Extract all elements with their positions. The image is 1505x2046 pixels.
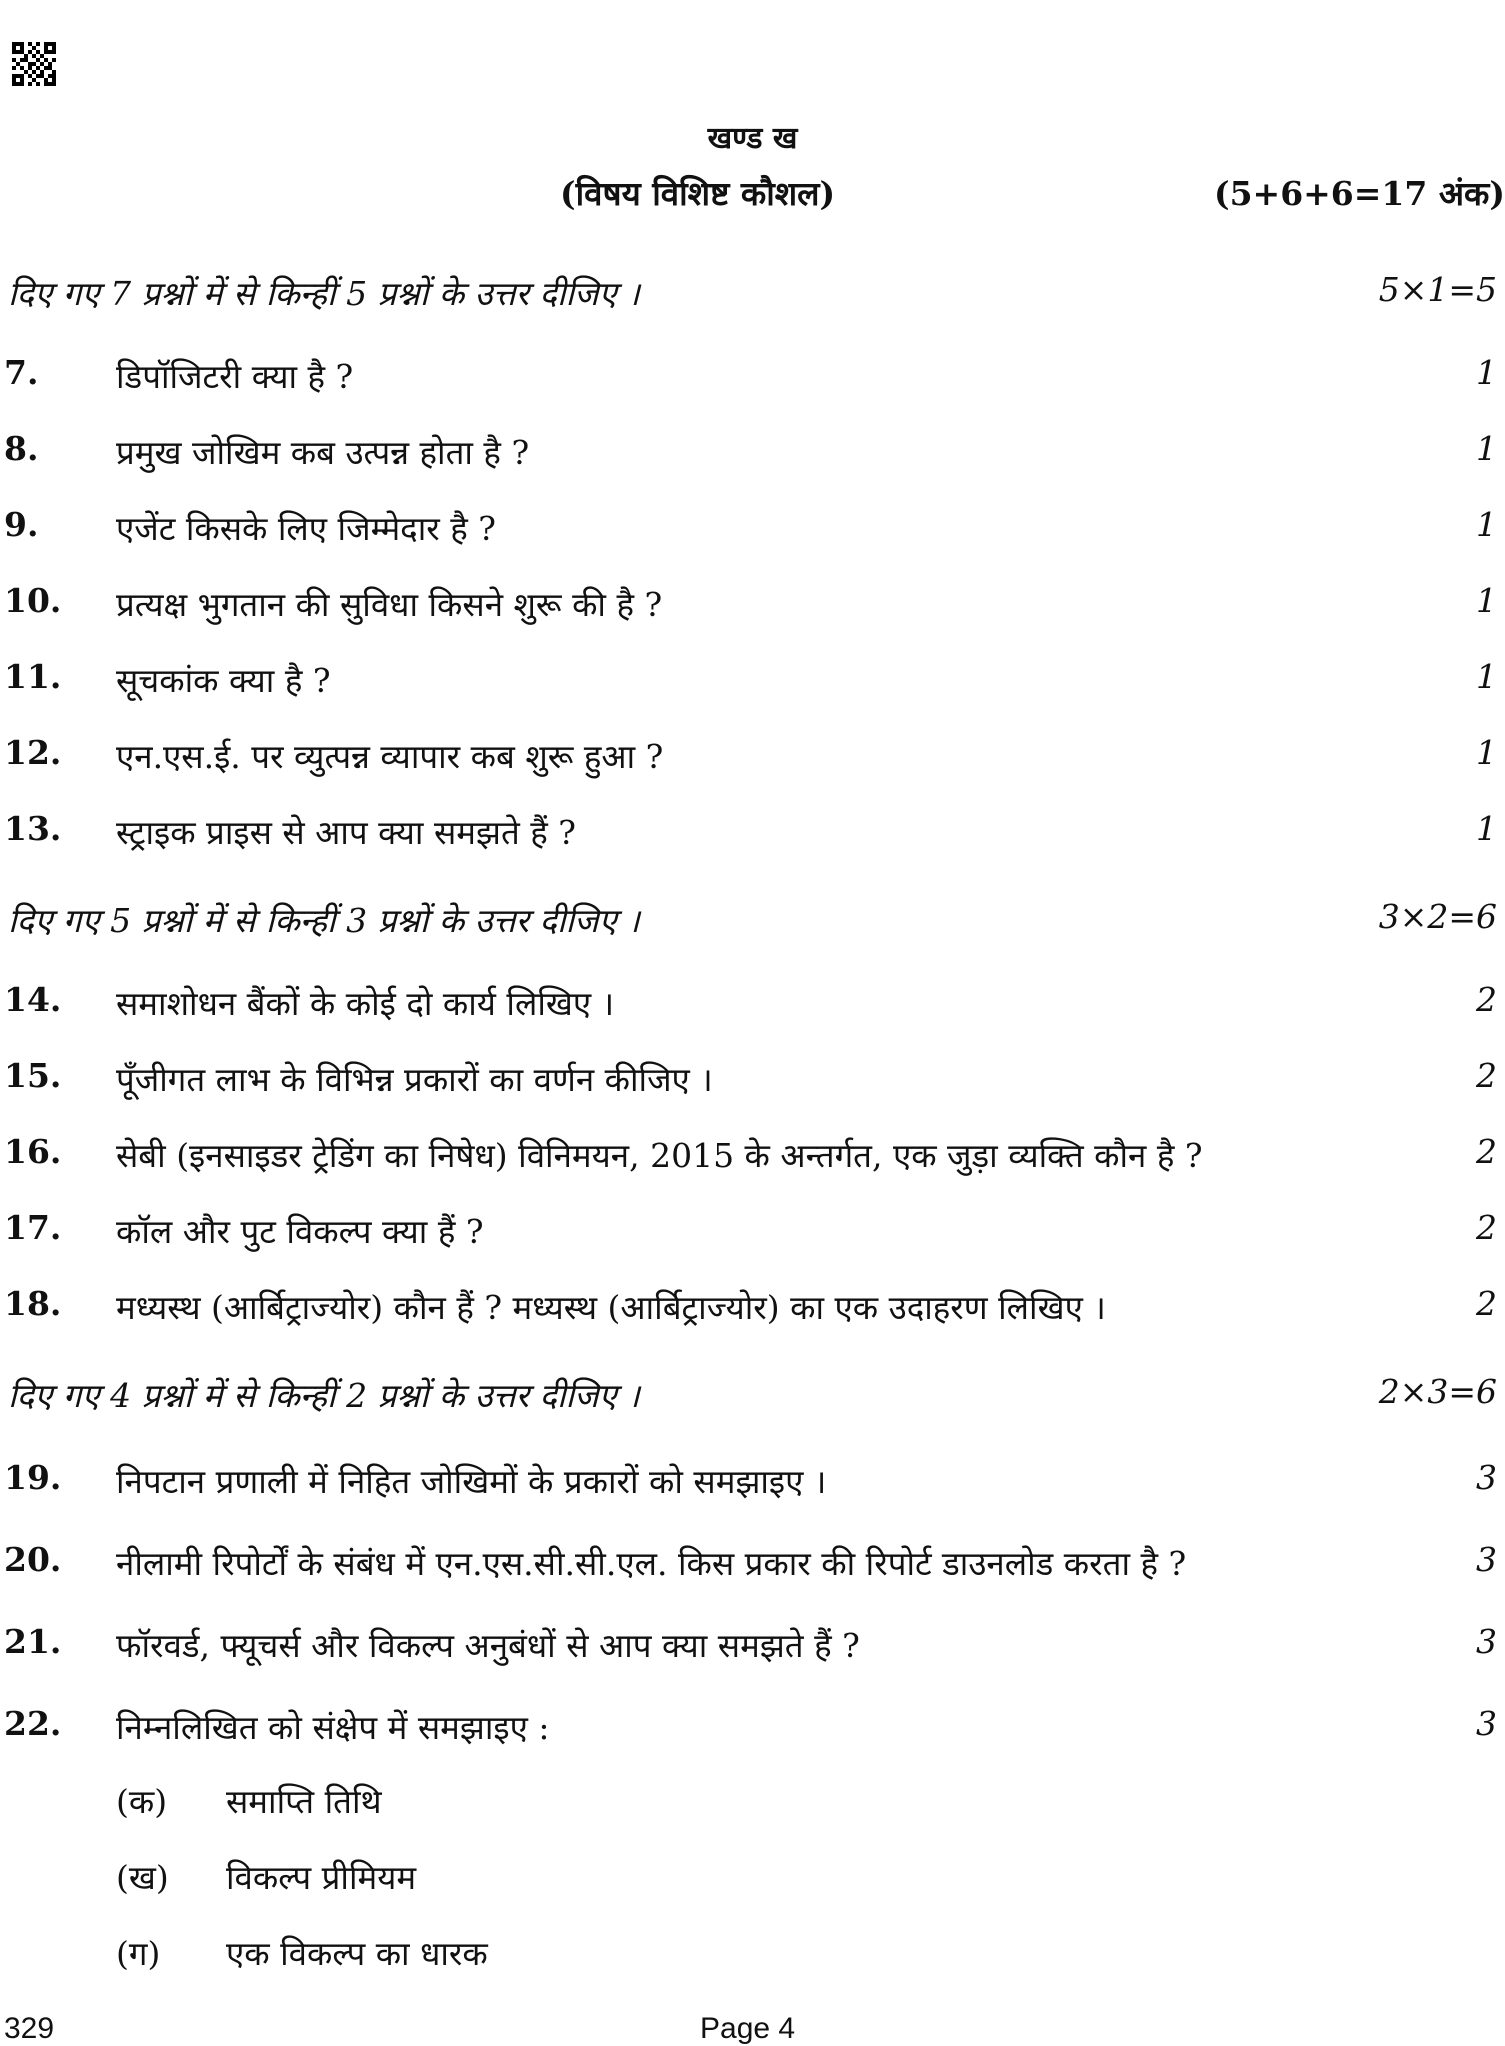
question-number: 22. — [4, 1704, 62, 1743]
question-text: पूँजीगत लाभ के विभिन्न प्रकारों का वर्णन कीजिए । — [116, 1060, 713, 1099]
question-number: 20. — [4, 1540, 62, 1579]
instruction-marks: 2×3=6 — [1378, 1372, 1497, 1411]
question-text: प्रमुख जोखिम कब उत्पन्न होता है ? — [116, 433, 530, 472]
section-marks: (5+6+6=17 अंक) — [1213, 174, 1505, 213]
question-marks: 1 — [1476, 353, 1497, 392]
question-item — [4, 1458, 1497, 1504]
question-marks: 1 — [1476, 505, 1497, 544]
question-item — [4, 1132, 1497, 1178]
group-instruction — [8, 897, 1497, 943]
question-number: 13. — [4, 809, 62, 848]
subpart-item — [116, 1854, 416, 1900]
question-number: 9. — [4, 505, 39, 544]
question-item — [4, 429, 1497, 475]
question-marks: 3 — [1476, 1458, 1497, 1497]
question-marks: 1 — [1476, 809, 1497, 848]
question-marks: 3 — [1476, 1622, 1497, 1661]
question-item — [4, 1284, 1497, 1330]
subpart-text: विकल्प प्रीमियम — [226, 1858, 417, 1897]
instruction-text: दिए गए 4 प्रश्नों में से किन्हीं 2 प्रश्नों के उत्तर दीजिए । — [8, 1376, 640, 1415]
question-number: 16. — [4, 1132, 62, 1171]
question-number: 21. — [4, 1622, 62, 1661]
question-number: 11. — [4, 657, 62, 696]
instruction-text: दिए गए 5 प्रश्नों में से किन्हीं 3 प्रश्नों के उत्तर दीजिए । — [8, 901, 640, 940]
subpart-label: (ग) — [116, 1934, 161, 1973]
subpart-label: (ख) — [116, 1858, 169, 1897]
question-marks: 2 — [1476, 1284, 1497, 1323]
question-text: समाशोधन बैंकों के कोई दो कार्य लिखिए । — [116, 984, 615, 1023]
question-marks: 3 — [1476, 1540, 1497, 1579]
question-number: 7. — [4, 353, 39, 392]
question-number: 18. — [4, 1284, 62, 1323]
question-item — [4, 733, 1497, 779]
question-item — [4, 1208, 1497, 1254]
instruction-marks: 3×2=6 — [1378, 897, 1497, 936]
question-text: नीलामी रिपोर्टों के संबंध में एन.एस.सी.सी.एल. किस प्रकार की रिपोर्ट डाउनलोड करता है ? — [116, 1544, 1187, 1583]
question-text: एन.एस.ई. पर व्युत्पन्न व्यापार कब शुरू हुआ ? — [116, 737, 664, 776]
subpart-item — [116, 1778, 382, 1824]
question-text: फॉरवर्ड, फ्यूचर्स और विकल्प अनुबंधों से आप क्या समझते हैं ? — [116, 1626, 860, 1665]
question-text: डिपॉजिटरी क्या है ? — [116, 357, 354, 396]
question-item — [4, 1622, 1497, 1668]
question-marks: 3 — [1476, 1704, 1497, 1743]
question-item — [4, 657, 1497, 703]
question-item — [4, 353, 1497, 399]
subpart-item — [116, 1930, 488, 1976]
section-title: खण्ड ख — [707, 121, 798, 156]
question-item — [4, 1056, 1497, 1102]
question-item — [4, 1540, 1497, 1586]
question-number: 12. — [4, 733, 62, 772]
question-text: कॉल और पुट विकल्प क्या हैं ? — [116, 1212, 484, 1251]
question-number: 15. — [4, 1056, 62, 1095]
group-instruction — [8, 270, 1497, 316]
section-subtitle: (विषय विशिष्ट कौशल) — [560, 174, 836, 213]
question-number: 19. — [4, 1458, 62, 1497]
question-marks: 1 — [1476, 581, 1497, 620]
question-text: एजेंट किसके लिए जिम्मेदार है ? — [116, 509, 496, 548]
footer-page: Page 4 — [700, 2012, 796, 2045]
qr-code — [12, 42, 56, 86]
question-text: मध्यस्थ (आर्बिट्राज्योर) कौन हैं ? मध्यस्थ (आर्बिट्राज्योर) का एक उदाहरण लिखिए । — [116, 1288, 1106, 1327]
question-marks: 1 — [1476, 429, 1497, 468]
subpart-text: समाप्ति तिथि — [226, 1782, 382, 1821]
question-item — [4, 980, 1497, 1026]
question-item — [4, 1704, 1497, 1750]
footer-code: 329 — [4, 2012, 55, 2045]
group-instruction — [8, 1372, 1497, 1418]
instruction-marks: 5×1=5 — [1378, 270, 1497, 309]
question-marks: 1 — [1476, 657, 1497, 696]
instruction-text: दिए गए 7 प्रश्नों में से किन्हीं 5 प्रश्नों के उत्तर दीजिए । — [8, 274, 640, 313]
question-marks: 2 — [1476, 1056, 1497, 1095]
question-item — [4, 581, 1497, 627]
question-text: स्ट्राइक प्राइस से आप क्या समझते हैं ? — [116, 813, 576, 852]
question-marks: 2 — [1476, 980, 1497, 1019]
question-number: 8. — [4, 429, 39, 468]
question-item — [4, 505, 1497, 551]
question-text: सूचकांक क्या है ? — [116, 661, 331, 700]
question-marks: 1 — [1476, 733, 1497, 772]
question-number: 10. — [4, 581, 62, 620]
question-item — [4, 809, 1497, 855]
question-marks: 2 — [1476, 1208, 1497, 1247]
question-marks: 2 — [1476, 1132, 1497, 1171]
subpart-text: एक विकल्प का धारक — [226, 1934, 488, 1973]
question-number: 17. — [4, 1208, 62, 1247]
question-number: 14. — [4, 980, 62, 1019]
question-text: सेबी (इनसाइडर ट्रेडिंग का निषेध) विनिमयन, 2015 के अन्तर्गत, एक जुड़ा व्यक्ति कौन है ? — [116, 1136, 1203, 1175]
question-text: प्रत्यक्ष भुगतान की सुविधा किसने शुरू की है ? — [116, 585, 663, 624]
subpart-label: (क) — [116, 1782, 168, 1821]
question-text: निपटान प्रणाली में निहित जोखिमों के प्रकारों को समझाइए । — [116, 1462, 827, 1501]
question-text: निम्नलिखित को संक्षेप में समझाइए : — [116, 1708, 550, 1747]
